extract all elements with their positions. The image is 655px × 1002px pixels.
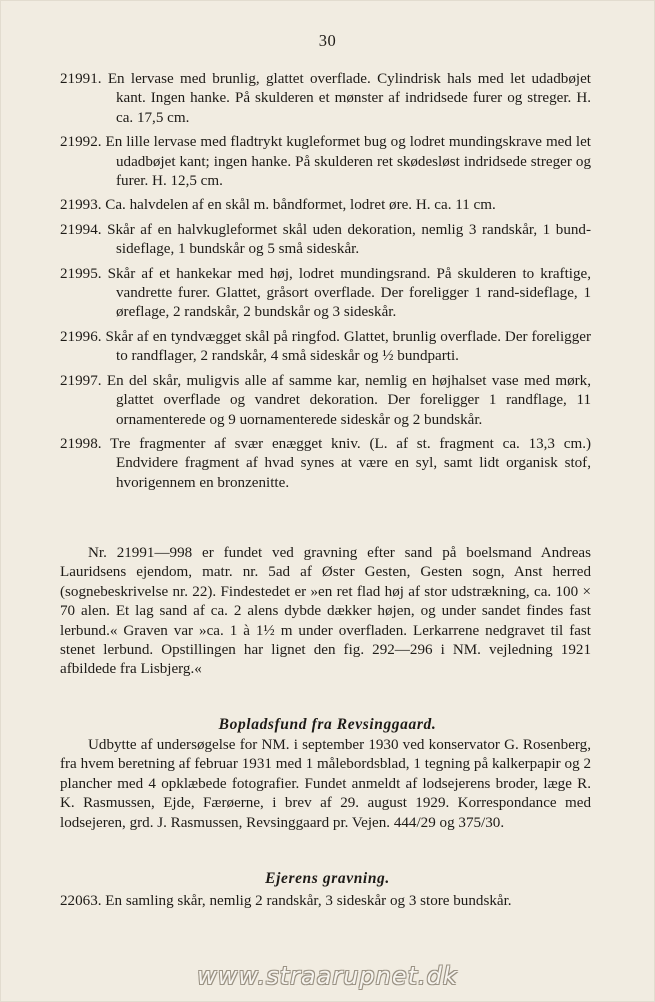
catalogue-entry-21995: 21995. Skår af et hankekar med høj, lodret mundingsrand. På skulderen to kraftige, vandrette furer. Glattet, gråsort overflade. Der foreligger 1 rand-sideflage, 1 øreflage, 2 randskår, 2 bundskår og 3 sideskår.: [60, 265, 591, 321]
find-circumstances-note: Nr. 21991—998 er fundet ved gravning efter sand på boelsmand Andreas Lauridsens ejendom, matr. nr. 5ad af Øster Gesten, Gesten sogn, Anst herred (sognebeskrivelse nr. 22). Findestedet er »en ret flad høj af stor udstrækning, ca. 100 × 70 alen. Et lag sand af ca. 2 alens dybde dækker højen, og under sandet findes fast lerbund.« Graven var »ca. 1 à 1½ m under overfladen. Lerkarrene nedgravet til fast stenet lerbund. Opstillingen har lignet den fig. 292—296 i NM. vejledning 1921 afbildede fra Lisbjerg.«: [60, 545, 591, 678]
catalogue-entry-21997: 21997. En del skår, muligvis alle af samme kar, nemlig en højhalset vase med mørk, glattet overflade og vandret dekoration. Der foreligger 1 randflage, 11 ornamenterede og 9 uornamenterede sideskår og 2 bundskår.: [60, 372, 591, 428]
catalogue-entry-21992: 21992. En lille lervase med fladtrykt kugleformet bug og lodret mundingskrave med let udadbøjet kant; ingen hanke. På skulderen ret skødesløst indridsede streger og furer. H. 12,5 cm.: [60, 134, 591, 190]
section-heading-revsinggaard: Bopladsfund fra Revsinggaard.: [218, 716, 437, 733]
catalogue-entries: [60, 70, 591, 498]
catalogue-entry-21996: 21996. Skår af en tyndvægget skål på ringfod. Glattet, brunlig overflade. Der foreligger to randflager, 2 randskår, 4 små sideskår og ½ bundparti.: [60, 328, 591, 365]
catalogue-entry-21991: 21991. En lervase med brunlig, glattet overflade. Cylindrisk hals med let udadbøjet kant. Ingen hanke. På skulderen et mønster af indridsede furer og streger. H. ca. 17,5 cm.: [60, 71, 591, 126]
catalogue-entry-21993: 21993. Ca. halvdelen af en skål m. båndformet, lodret øre. H. ca. 11 cm.: [60, 197, 496, 214]
section-paragraph-revsinggaard: Udbytte af undersøgelse for NM. i september 1930 ved konservator G. Rosenberg, fra hvem beretning af februar 1931 med 1 målebordsblad, 1 tegning på kalkerpapir og 2 plancher med 4 opklæbede fotografier. Fundet anmeldt af lodsejerens broder, læge R. K. Rasmussen, Ejde, Færøerne, i brev af 29. august 1929. Korrespondance med lodsejeren, grd. J. Rasmussen, Revsinggaard pr. Vejen. 444/29 og 375/30.: [60, 737, 591, 831]
catalogue-entry-21998: 21998. Tre fragmenter af svær enægget kniv. (L. af st. fragment ca. 13,3 cm.) Endvidere fragment af hvad synes at være en syl, samt lidt organisk stof, hvorigennem en bronzenitte.: [60, 435, 591, 491]
catalogue-entry-21994: 21994. Skår af en halvkugleformet skål uden dekoration, nemlig 3 randskår, 1 bund-sideflage, 1 bundskår og 5 små sideskår.: [60, 221, 591, 258]
catalogue-entry-22063: 22063. En samling skår, nemlig 2 randskår, 3 sideskår og 3 store bundskår.: [60, 893, 512, 909]
page-number: 30: [318, 31, 337, 50]
site-watermark: www.straarupnet.dk: [197, 962, 458, 990]
section-heading-owner-excavation: Ejerens gravning.: [265, 870, 390, 887]
